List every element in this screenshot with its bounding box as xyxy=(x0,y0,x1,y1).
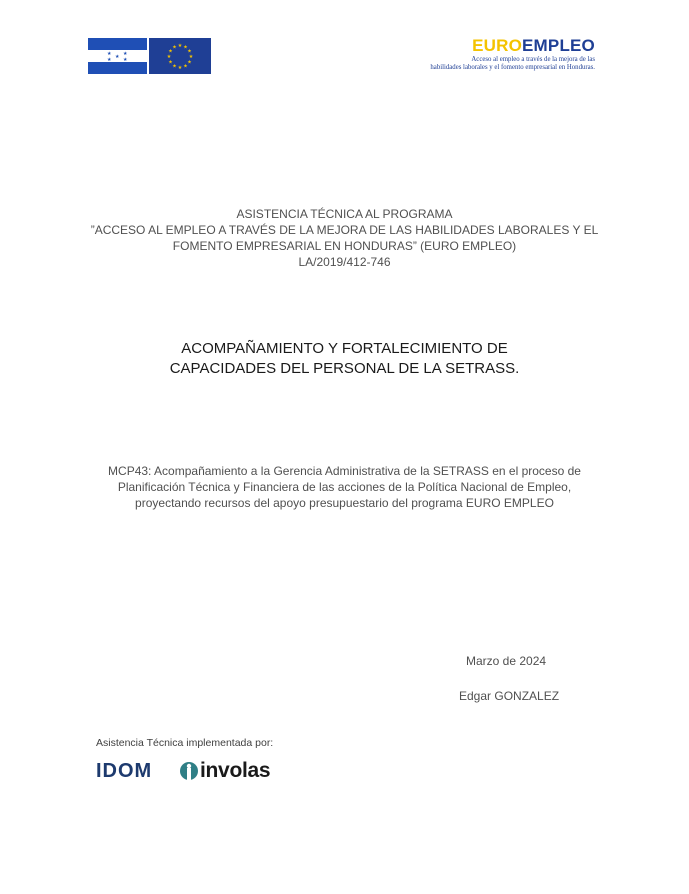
program-line-1: ASISTENCIA TÉCNICA AL PROGRAMA xyxy=(236,207,453,221)
program-heading xyxy=(0,206,689,270)
document-date: Marzo de 2024 xyxy=(466,654,547,668)
document-title xyxy=(0,339,689,379)
document-subtitle xyxy=(90,463,599,511)
title-line-1: ACOMPAÑAMIENTO Y FORTALECIMIENTO DE xyxy=(181,340,508,357)
program-line-2: ”ACCESO AL EMPLEO A TRAVÉS DE LA MEJORA DE LAS HABILIDADES LABORALES Y EL xyxy=(90,223,599,237)
subtitle-line-2: Planificación Técnica y Financiera de las acciones de la Política Nacional de Empleo, xyxy=(117,480,572,494)
title-line-2: CAPACIDADES DEL PERSONAL DE LA SETRASS. xyxy=(169,360,520,377)
subtitle-line-1: MCP43: Acompañamiento a la Gerencia Administrativa de la SETRASS en el proceso de xyxy=(108,464,581,478)
eu-star-icon: ★ xyxy=(172,63,177,70)
euroempleo-logo xyxy=(395,36,595,78)
involas-symbol-icon xyxy=(179,760,199,782)
program-line-4: LA/2019/412-746 xyxy=(298,255,391,269)
eu-star-icon: ★ xyxy=(183,63,188,70)
logo-tagline-line2: habilidades laborales y el fomento empresarial en Honduras. xyxy=(430,63,595,71)
idom-logo: IDOM xyxy=(96,760,153,782)
eu-star-icon: ★ xyxy=(188,53,194,60)
logo-tagline-line1: Acceso al empleo a través de la mejora de las xyxy=(471,56,595,63)
document-author: Edgar GONZALEZ xyxy=(459,689,560,703)
svg-text:★: ★ xyxy=(107,57,112,63)
logo-brand-euro: EURO xyxy=(472,36,522,55)
eu-star-icon: ★ xyxy=(187,59,192,66)
svg-text:★: ★ xyxy=(123,57,128,63)
eu-star-icon: ★ xyxy=(177,64,183,71)
eu-star-icon: ★ xyxy=(168,59,173,66)
involas-wordmark: involas xyxy=(200,759,271,782)
eu-star-icon: ★ xyxy=(187,48,192,55)
svg-text:★: ★ xyxy=(107,51,112,57)
subtitle-line-3: proyectando recursos del apoyo presupuestario del programa EURO EMPLEO xyxy=(135,496,554,510)
eu-star-icon: ★ xyxy=(166,53,172,60)
svg-text:★: ★ xyxy=(123,51,128,57)
eu-star-icon: ★ xyxy=(172,44,177,51)
eu-flag-icon xyxy=(149,38,211,74)
eu-star-icon: ★ xyxy=(183,44,188,51)
eu-star-icon: ★ xyxy=(168,48,173,55)
svg-text:★: ★ xyxy=(115,54,120,60)
honduras-flag-icon xyxy=(88,38,147,74)
eu-star-icon: ★ xyxy=(177,42,183,49)
program-line-3: FOMENTO EMPRESARIAL EN HONDURAS” (EURO EMPLEO) xyxy=(172,239,517,253)
implemented-by-label: Asistencia Técnica implementada por: xyxy=(96,737,274,749)
logo-brand-empleo: EMPLEO xyxy=(522,36,595,55)
